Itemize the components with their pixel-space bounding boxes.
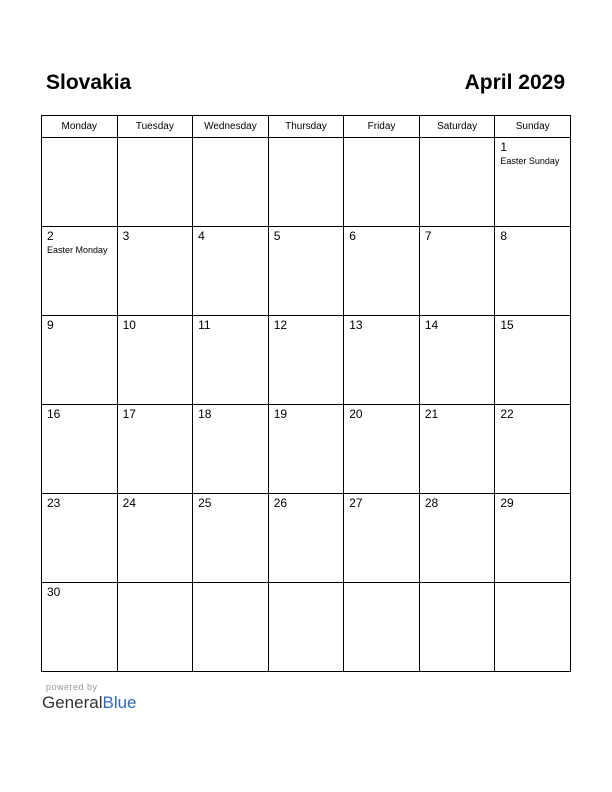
day-number: 17 — [122, 407, 136, 421]
day-number: 11 — [198, 318, 211, 332]
day-number — [344, 138, 419, 141]
day-cell — [117, 227, 193, 316]
powered-by-label: powered by — [46, 682, 98, 692]
day-cell — [193, 405, 269, 494]
day-number: 12 — [273, 318, 288, 332]
week-row — [42, 227, 571, 316]
week-row — [42, 494, 571, 583]
day-number — [344, 583, 419, 586]
day-cell — [344, 405, 420, 494]
day-number: 21 — [424, 407, 439, 421]
day-cell — [117, 494, 193, 583]
day-cell — [419, 405, 495, 494]
day-number — [495, 583, 570, 586]
day-number: 19 — [273, 407, 288, 421]
day-number: 10 — [122, 318, 136, 332]
day-cell — [344, 583, 420, 672]
day-cell — [495, 583, 571, 672]
week-row — [42, 138, 571, 227]
logo-general-text: General — [42, 693, 103, 712]
day-cell — [117, 405, 193, 494]
day-cell — [495, 494, 571, 583]
day-number: 30 — [47, 585, 61, 599]
day-number: 25 — [198, 496, 212, 510]
week-row — [42, 316, 571, 405]
day-cell — [42, 494, 118, 583]
day-cell — [495, 405, 571, 494]
day-cell — [419, 583, 495, 672]
weekday-header: Saturday — [419, 116, 495, 138]
day-number: 1 — [500, 140, 508, 154]
day-cell — [42, 138, 118, 227]
day-cell — [268, 405, 344, 494]
day-number: 9 — [47, 318, 54, 332]
day-cell — [419, 138, 495, 227]
weekday-header: Tuesday — [117, 116, 193, 138]
day-number — [193, 583, 268, 586]
day-cell — [495, 138, 571, 227]
day-number: 26 — [273, 496, 288, 510]
day-cell — [344, 316, 420, 405]
day-number — [193, 138, 268, 141]
day-cell — [495, 227, 571, 316]
weekday-header-row — [42, 116, 571, 138]
day-cell — [268, 227, 344, 316]
day-number: 6 — [349, 229, 356, 243]
weekday-header: Wednesday — [193, 116, 269, 138]
day-number: 16 — [47, 407, 61, 421]
day-cell — [419, 494, 495, 583]
day-cell — [268, 494, 344, 583]
weekday-header: Sunday — [495, 116, 571, 138]
day-number: 28 — [424, 496, 439, 510]
day-number: 8 — [500, 229, 508, 243]
day-cell — [117, 316, 193, 405]
day-cell — [344, 227, 420, 316]
day-cell — [193, 138, 269, 227]
weekday-header: Monday — [42, 116, 118, 138]
day-number — [118, 138, 193, 141]
day-number — [420, 583, 495, 586]
day-cell — [117, 583, 193, 672]
day-number — [269, 138, 344, 141]
day-number: 23 — [47, 496, 61, 510]
logo-blue-text: Blue — [102, 693, 137, 712]
holiday-label: Easter Sunday — [500, 156, 560, 166]
day-number: 20 — [349, 407, 363, 421]
day-cell — [419, 227, 495, 316]
day-cell — [42, 583, 118, 672]
day-number — [118, 583, 193, 586]
day-number: 15 — [500, 318, 514, 332]
day-cell — [268, 583, 344, 672]
day-cell — [344, 494, 420, 583]
day-cell — [193, 316, 269, 405]
day-number: 3 — [122, 229, 130, 243]
day-cell — [193, 583, 269, 672]
day-cell — [268, 316, 344, 405]
weekday-header: Friday — [344, 116, 420, 138]
calendar-grid — [41, 115, 571, 672]
day-cell — [495, 316, 571, 405]
day-cell — [344, 138, 420, 227]
day-cell — [42, 227, 118, 316]
weekday-header: Thursday — [268, 116, 344, 138]
day-number: 29 — [500, 496, 514, 510]
day-cell — [268, 138, 344, 227]
week-row — [42, 405, 571, 494]
day-number: 4 — [198, 229, 205, 243]
day-number: 18 — [198, 407, 212, 421]
day-number: 27 — [349, 496, 363, 510]
day-cell — [42, 316, 118, 405]
week-row — [42, 583, 571, 672]
day-cell — [42, 405, 118, 494]
generalblue-logo — [42, 693, 137, 713]
day-cell — [193, 494, 269, 583]
calendar-month-title: April 2029 — [464, 71, 565, 94]
holiday-label: Easter Monday — [47, 245, 108, 255]
day-number: 22 — [500, 407, 514, 421]
day-number: 7 — [424, 229, 432, 243]
day-cell — [117, 138, 193, 227]
day-cell — [419, 316, 495, 405]
day-number: 5 — [273, 229, 281, 243]
day-number — [42, 138, 117, 141]
day-number: 14 — [424, 318, 439, 332]
day-number: 24 — [122, 496, 136, 510]
day-number — [269, 583, 344, 586]
day-number — [420, 138, 495, 141]
day-cell — [193, 227, 269, 316]
day-number: 2 — [47, 229, 54, 243]
calendar-country-title: Slovakia — [46, 71, 132, 94]
day-number: 13 — [349, 318, 363, 332]
